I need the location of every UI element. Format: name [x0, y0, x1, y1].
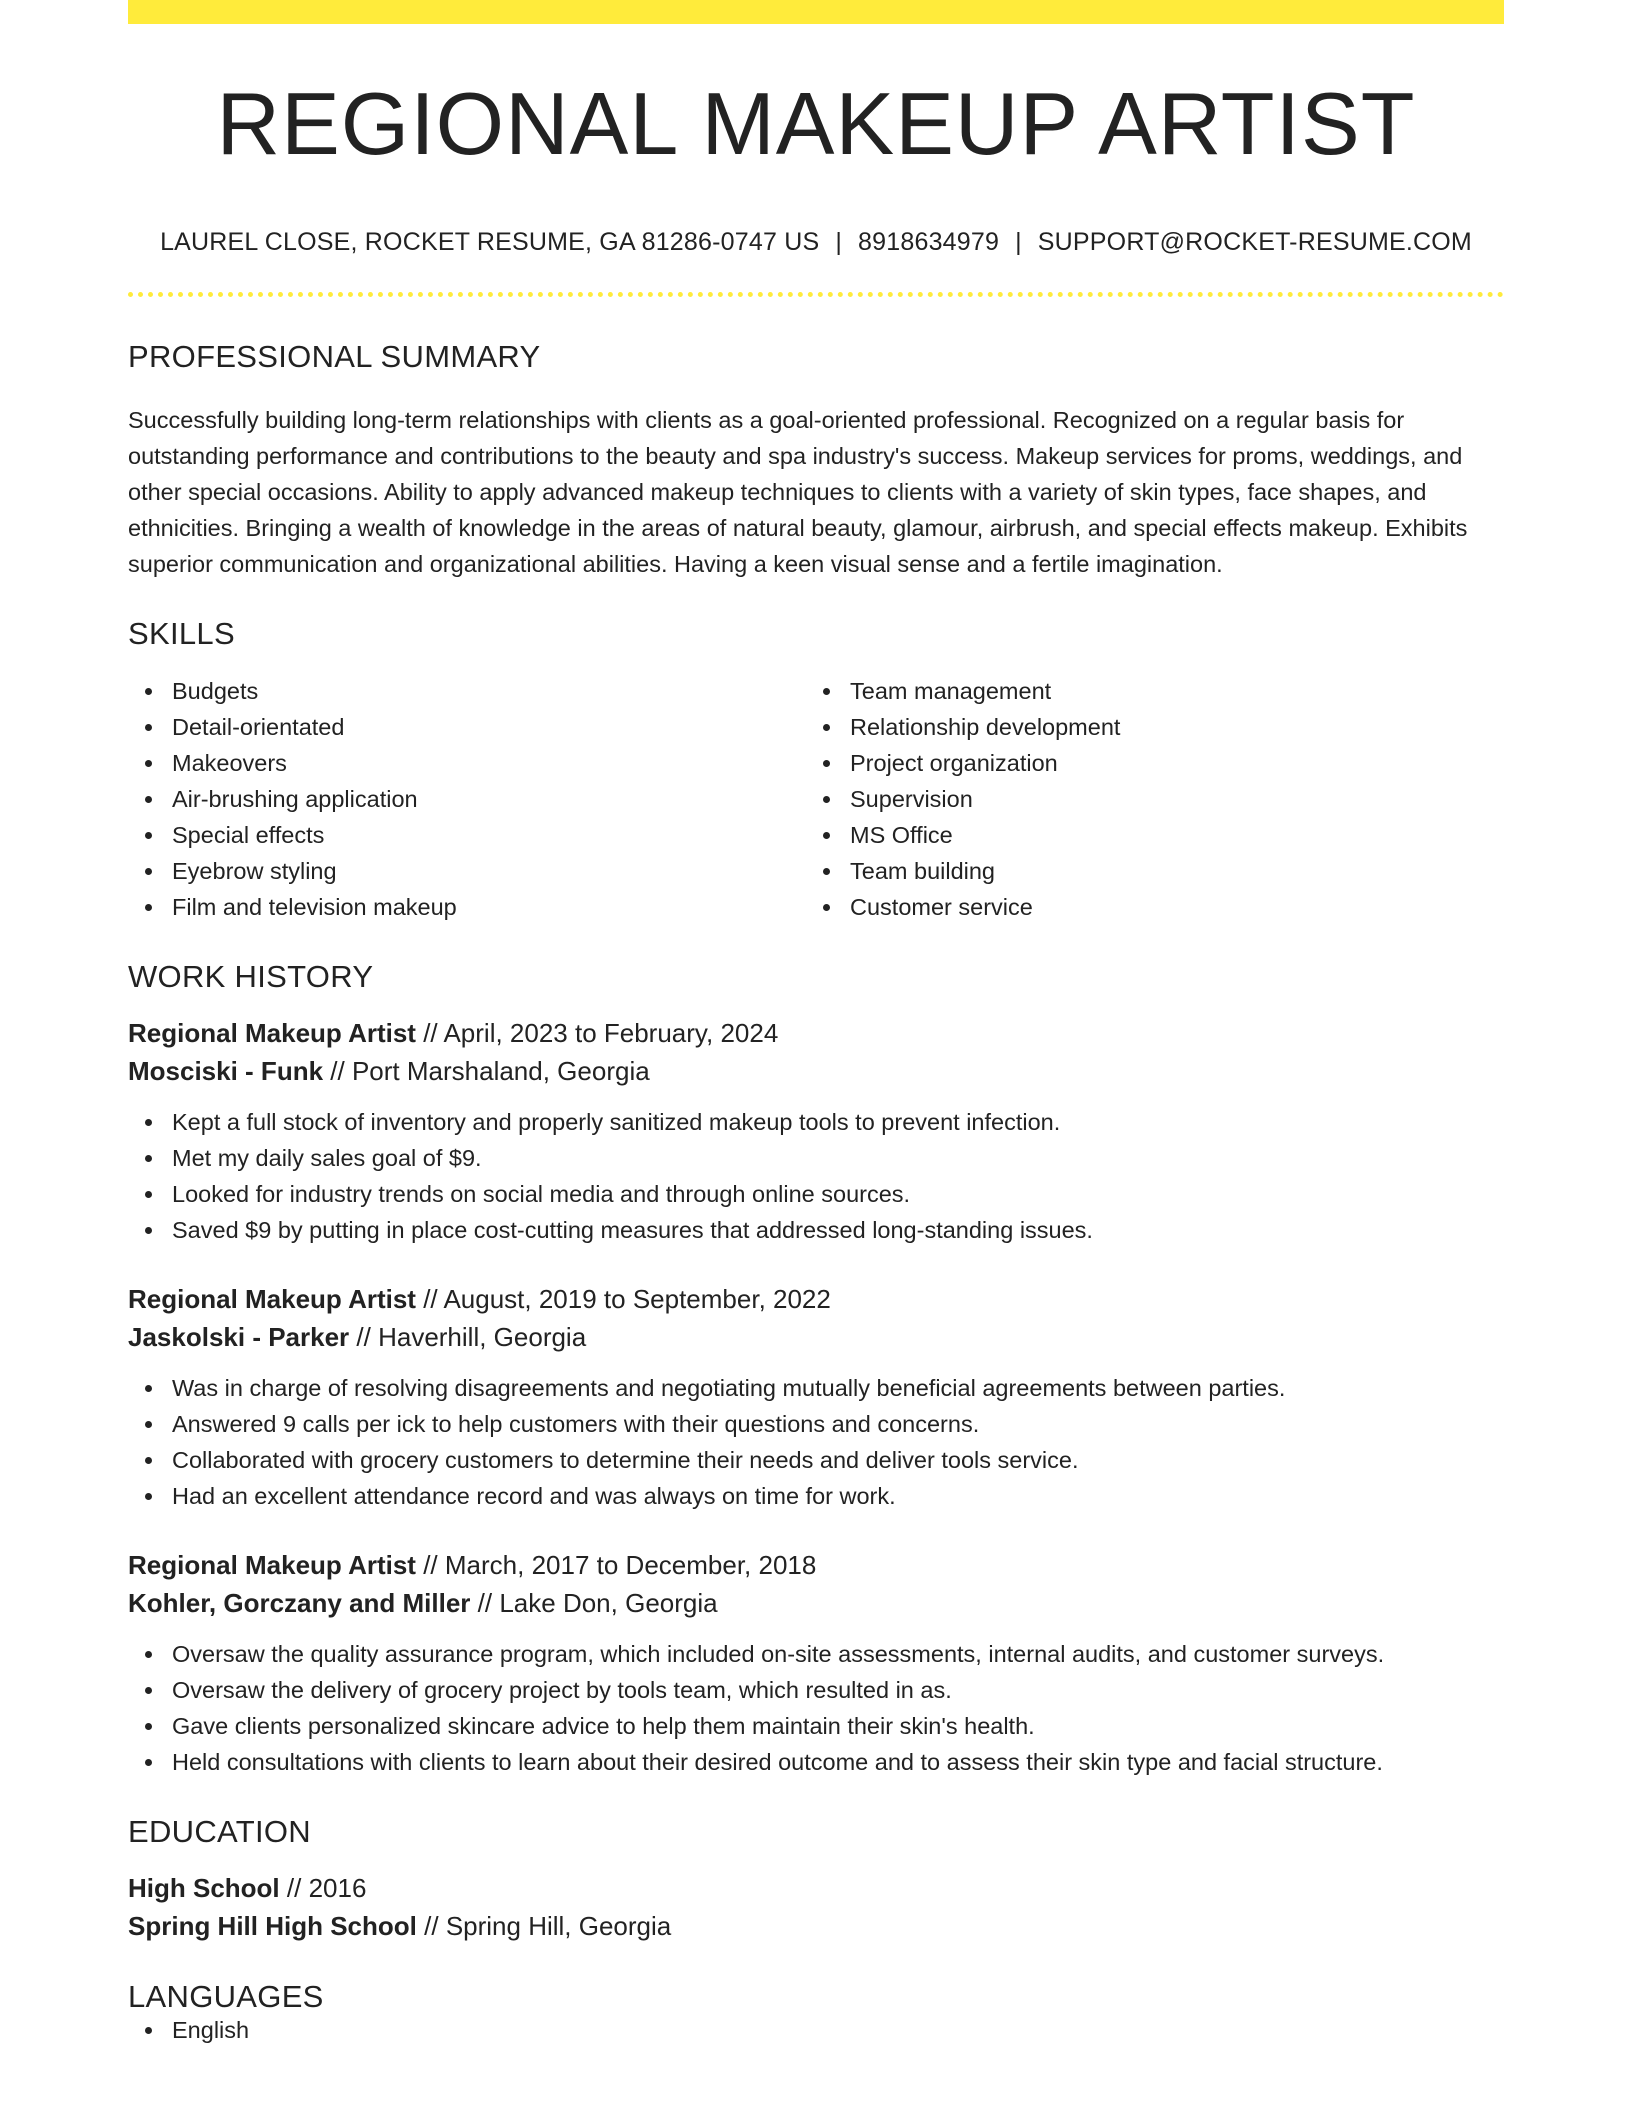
job-company-line	[128, 1318, 1504, 1356]
job-divider: //	[423, 1284, 438, 1314]
education-location: Spring Hill, Georgia	[445, 1911, 672, 1941]
skill-item: Eyebrow styling	[128, 853, 806, 889]
job-role-line	[128, 1280, 1504, 1318]
job-bullet: Met my daily sales goal of $9.	[128, 1140, 1504, 1176]
skill-item: Air-brushing application	[128, 781, 806, 817]
job-bullets	[128, 1370, 1504, 1514]
education-degree: High School	[128, 1873, 280, 1903]
job-bullet: Had an excellent attendance record and was always on time for work.	[128, 1478, 1504, 1514]
education-entry	[128, 1869, 1504, 1945]
languages-heading: LANGUAGES	[128, 1979, 324, 2014]
contact-email: SUPPORT@ROCKET-RESUME.COM	[1037, 228, 1472, 256]
job-bullet: Saved $9 by putting in place cost-cutting measures that addressed long-standing issues.	[128, 1212, 1504, 1248]
language-item: English	[128, 2012, 1504, 2048]
job-bullet: Oversaw the quality assurance program, which included on-site assessments, internal audits, and customer surveys.	[128, 1636, 1504, 1672]
skills-columns	[128, 673, 1504, 925]
work-history-heading: WORK HISTORY	[128, 959, 374, 994]
job-bullet: Kept a full stock of inventory and properly sanitized makeup tools to prevent infection.	[128, 1104, 1504, 1140]
job-role: Regional Makeup Artist	[128, 1284, 416, 1314]
job-dates: April, 2023 to February, 2024	[443, 1018, 779, 1048]
top-accent-bar	[128, 0, 1504, 24]
job-dates: March, 2017 to December, 2018	[444, 1550, 817, 1580]
skill-item: Detail-orientated	[128, 709, 806, 745]
skill-item: Project organization	[806, 745, 1484, 781]
summary-text: Successfully building long-term relationships with clients as a goal-oriented professional. Recognized on a regular basis for outstanding performance and contributions to the beauty and spa industry's success. Makeup services for proms, weddings, and other special occasions. Ability to apply advanced makeup techniques to clients with a variety of skin types, face shapes, and ethnicities. Bringing a wealth of knowledge in the areas of natural beauty, glamour, airbrush, and special effects makeup. Exhibits superior communication and organizational abilities. Having a keen visual sense and a fertile imagination.	[128, 407, 1468, 577]
contact-line	[128, 230, 1504, 255]
education-school-line	[128, 1907, 1504, 1945]
skills-column-right	[806, 673, 1484, 925]
contact-separator: |	[835, 228, 843, 256]
education-degree-line	[128, 1869, 1504, 1907]
job-role: Regional Makeup Artist	[128, 1018, 416, 1048]
job-location: Lake Don, Georgia	[499, 1588, 718, 1618]
job-role-line	[128, 1014, 1504, 1052]
job-location: Port Marshaland, Georgia	[351, 1056, 650, 1086]
skill-item: Film and television makeup	[128, 889, 806, 925]
job-entry	[128, 1280, 1504, 1514]
job-bullet: Gave clients personalized skincare advice to help them maintain their skin's health.	[128, 1708, 1504, 1744]
job-bullet: Was in charge of resolving disagreements and negotiating mutually beneficial agreements between parties.	[128, 1370, 1504, 1406]
job-divider: //	[423, 1018, 438, 1048]
skills-list-right	[806, 673, 1484, 925]
job-entry	[128, 1546, 1504, 1780]
job-entry	[128, 1014, 1504, 1248]
education-divider: //	[424, 1911, 439, 1941]
dotted-divider	[128, 292, 1504, 297]
job-company-line	[128, 1052, 1504, 1090]
skill-item: Team management	[806, 673, 1484, 709]
skill-item: Customer service	[806, 889, 1484, 925]
job-role: Regional Makeup Artist	[128, 1550, 416, 1580]
job-bullet: Collaborated with grocery customers to determine their needs and deliver tools service.	[128, 1442, 1504, 1478]
job-role-line	[128, 1546, 1504, 1584]
job-divider: //	[423, 1550, 438, 1580]
job-bullet: Oversaw the delivery of grocery project by tools team, which resulted in as.	[128, 1672, 1504, 1708]
skill-item: Supervision	[806, 781, 1484, 817]
skill-item: MS Office	[806, 817, 1484, 853]
job-company: Jaskolski - Parker	[128, 1322, 350, 1352]
education-year: 2016	[308, 1873, 367, 1903]
resume-page	[128, 0, 1504, 2048]
job-bullets	[128, 1104, 1504, 1248]
skill-item: Relationship development	[806, 709, 1484, 745]
summary-heading: PROFESSIONAL SUMMARY	[128, 339, 541, 374]
resume-title: REGIONAL MAKEUP ARTIST	[216, 74, 1416, 173]
job-bullet: Looked for industry trends on social media and through online sources.	[128, 1176, 1504, 1212]
skill-item: Makeovers	[128, 745, 806, 781]
contact-phone: 8918634979	[858, 228, 1000, 256]
education-heading: EDUCATION	[128, 1814, 311, 1849]
job-company: Mosciski - Funk	[128, 1056, 324, 1086]
job-bullets	[128, 1636, 1504, 1780]
skill-item: Budgets	[128, 673, 806, 709]
languages-list	[128, 2012, 1504, 2048]
job-dates: August, 2019 to September, 2022	[443, 1284, 831, 1314]
skill-item: Special effects	[128, 817, 806, 853]
skills-heading: SKILLS	[128, 616, 235, 651]
job-bullet: Held consultations with clients to learn about their desired outcome and to assess their skin type and facial structure.	[128, 1744, 1504, 1780]
skill-item: Team building	[806, 853, 1484, 889]
skills-list-left	[128, 673, 806, 925]
job-bullet: Answered 9 calls per ick to help customers with their questions and concerns.	[128, 1406, 1504, 1442]
skills-column-left	[128, 673, 806, 925]
job-divider: //	[356, 1322, 371, 1352]
contact-address: LAUREL CLOSE, ROCKET RESUME, GA 81286-0747 US	[160, 228, 820, 256]
education-divider: //	[286, 1873, 302, 1903]
education-school: Spring Hill High School	[128, 1911, 417, 1941]
job-divider: //	[330, 1056, 345, 1086]
job-company-line	[128, 1584, 1504, 1622]
job-company: Kohler, Gorczany and Miller	[128, 1588, 471, 1618]
job-divider: //	[477, 1588, 493, 1618]
contact-separator: |	[1015, 228, 1022, 256]
job-location: Haverhill, Georgia	[378, 1322, 587, 1352]
